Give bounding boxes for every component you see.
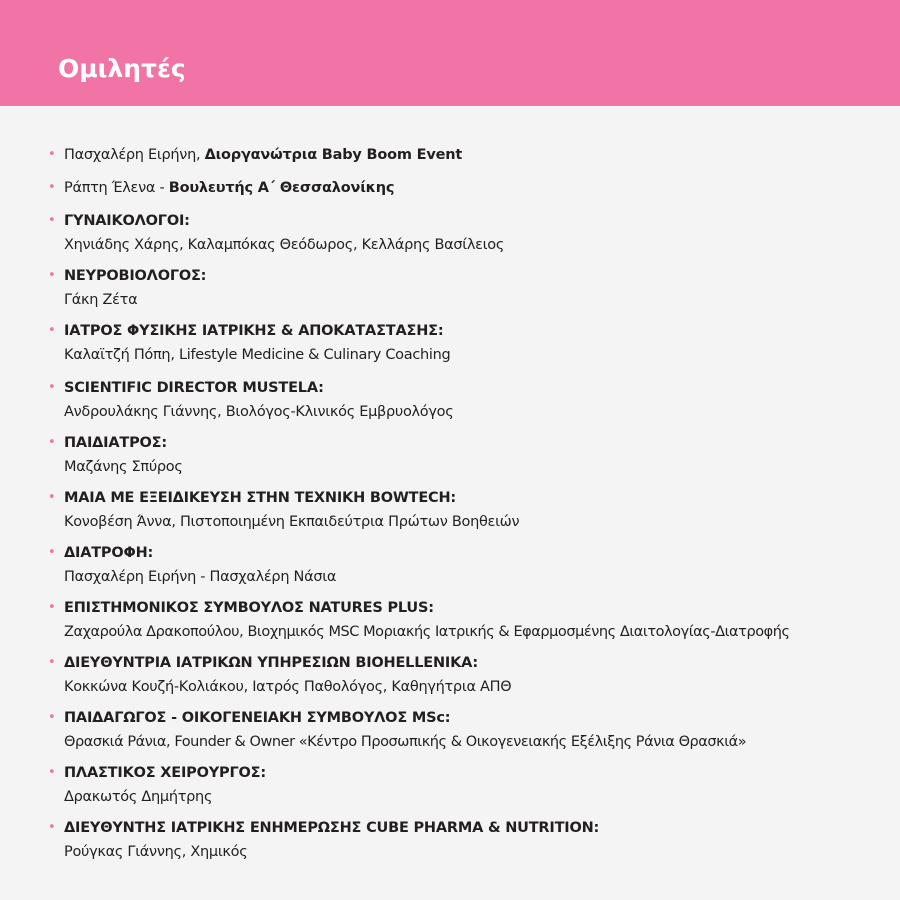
speaker-names: Θρασκιά Ράνια, Founder & Owner «Κέντρο Προσωπικής & Οικογενειακής Εξέλιξης Ράνια Θρασκιά»	[64, 734, 747, 750]
speaker-names: Κονοβέση Άννα, Πιστοποιημένη Εκπαιδεύτρια Πρώτων Βοηθειών	[64, 514, 520, 530]
speaker-role: Βουλευτής Α΄ Θεσσαλονίκης	[168, 180, 395, 196]
bullet-icon: •	[48, 545, 56, 560]
speaker-item	[48, 816, 884, 864]
speaker-names: Ρούγκας Γιάννης, Χημικός	[64, 844, 248, 860]
category-title: ΕΠΙΣΤΗΜΟΝΙΚΟΣ ΣΥΜΒΟΥΛΟΣ NATURES PLUS:	[64, 600, 434, 616]
header-banner	[0, 0, 900, 106]
speaker-item	[48, 264, 884, 312]
bullet-icon: •	[48, 600, 56, 615]
bullet-icon: •	[48, 213, 56, 228]
bullet-icon: •	[48, 268, 56, 283]
speaker-item	[48, 143, 884, 167]
speaker-names: Δρακωτός Δημήτρης	[64, 789, 213, 805]
category-title: ΔΙΕΥΘΥΝΤΗΣ ΙΑΤΡΙΚΗΣ ΕΝΗΜΕΡΩΣΗΣ CUBE PHARMA & NUTRITION:	[64, 820, 600, 836]
category-title: ΔΙΕΥΘΥΝΤΡΙΑ ΙΑΤΡΙΚΩΝ ΥΠΗΡΕΣΙΩΝ BIOHELLENIKA:	[64, 655, 479, 671]
bullet-icon: •	[48, 820, 56, 835]
bullet-icon: •	[48, 710, 56, 725]
bullet-icon: •	[48, 147, 56, 162]
speaker-names: Χηνιάδης Χάρης, Καλαμπόκας Θεόδωρος, Κελλάρης Βασίλειος	[64, 237, 505, 253]
page-title: Ομιλητές	[58, 54, 186, 83]
category-title: ΠΑΙΔΑΓΩΓΟΣ - ΟΙΚΟΓΕΝΕΙΑΚΗ ΣΥΜΒΟΥΛΟΣ MSc:	[64, 710, 451, 726]
speaker-item	[48, 541, 884, 589]
speaker-item	[48, 319, 884, 367]
category-title: ΠΛΑΣΤΙΚΟΣ ΧΕΙΡΟΥΡΓΟΣ:	[64, 765, 266, 781]
speaker-item	[48, 486, 884, 534]
speaker-names: Πασχαλέρη Ειρήνη - Πασχαλέρη Νάσια	[64, 569, 337, 585]
category-title: ΙΑΤΡΟΣ ΦΥΣΙΚΗΣ ΙΑΤΡΙΚΗΣ & ΑΠΟΚΑΤΑΣΤΑΣΗΣ:	[64, 323, 444, 339]
bullet-icon: •	[48, 490, 56, 505]
speaker-item	[48, 376, 884, 424]
speaker-names: Γάκη Ζέτα	[64, 292, 138, 308]
category-title: ΔΙΑΤΡΟΦΗ:	[64, 545, 154, 561]
category-title: SCIENTIFIC DIRECTOR MUSTELA:	[64, 380, 324, 396]
speaker-item	[48, 176, 884, 200]
category-title: ΠΑΙΔΙΑΤΡΟΣ:	[64, 435, 167, 451]
speaker-names: Μαζάνης Σπύρος	[64, 459, 183, 475]
speaker-item	[48, 209, 884, 257]
speaker-names: Κοκκώνα Κουζή-Κολιάκου, Ιατρός Παθολόγος, Καθηγήτρια ΑΠΘ	[64, 679, 512, 695]
speaker-role: Διοργανώτρια Baby Boom Event	[204, 147, 463, 163]
speaker-item	[48, 706, 884, 754]
category-title: ΝΕΥΡΟΒΙΟΛΟΓΟΣ:	[64, 268, 207, 284]
speaker-item	[48, 431, 884, 479]
speaker-item	[48, 596, 884, 644]
speaker-item	[48, 761, 884, 809]
speaker-names: Καλαϊτζή Πόπη, Lifestyle Medicine & Culinary Coaching	[64, 347, 451, 363]
speaker-name: Ράπτη Έλενα -	[64, 180, 169, 196]
bullet-icon: •	[48, 655, 56, 670]
speaker-names: Ανδρουλάκης Γιάννης, Βιολόγος-Κλινικός Εμβρυολόγος	[64, 404, 454, 420]
category-title: ΓΥΝΑΙΚΟΛΟΓΟΙ:	[64, 213, 190, 229]
bullet-icon: •	[48, 180, 56, 195]
speaker-name: Πασχαλέρη Ειρήνη,	[64, 147, 205, 163]
bullet-icon: •	[48, 765, 56, 780]
speaker-item	[48, 651, 884, 699]
bullet-icon: •	[48, 380, 56, 395]
bullet-icon: •	[48, 323, 56, 338]
category-title: ΜΑΙΑ ΜΕ ΕΞΕΙΔΙΚΕΥΣΗ ΣΤΗΝ ΤΕΧΝΙΚΗ BOWTECH:	[64, 490, 456, 506]
speaker-names: Ζαχαρούλα Δρακοπούλου, Βιοχημικός MSC Μοριακής Ιατρικής & Εφαρμοσμένης Διαιτολογίας-Διατροφής	[64, 624, 790, 640]
bullet-icon: •	[48, 435, 56, 450]
